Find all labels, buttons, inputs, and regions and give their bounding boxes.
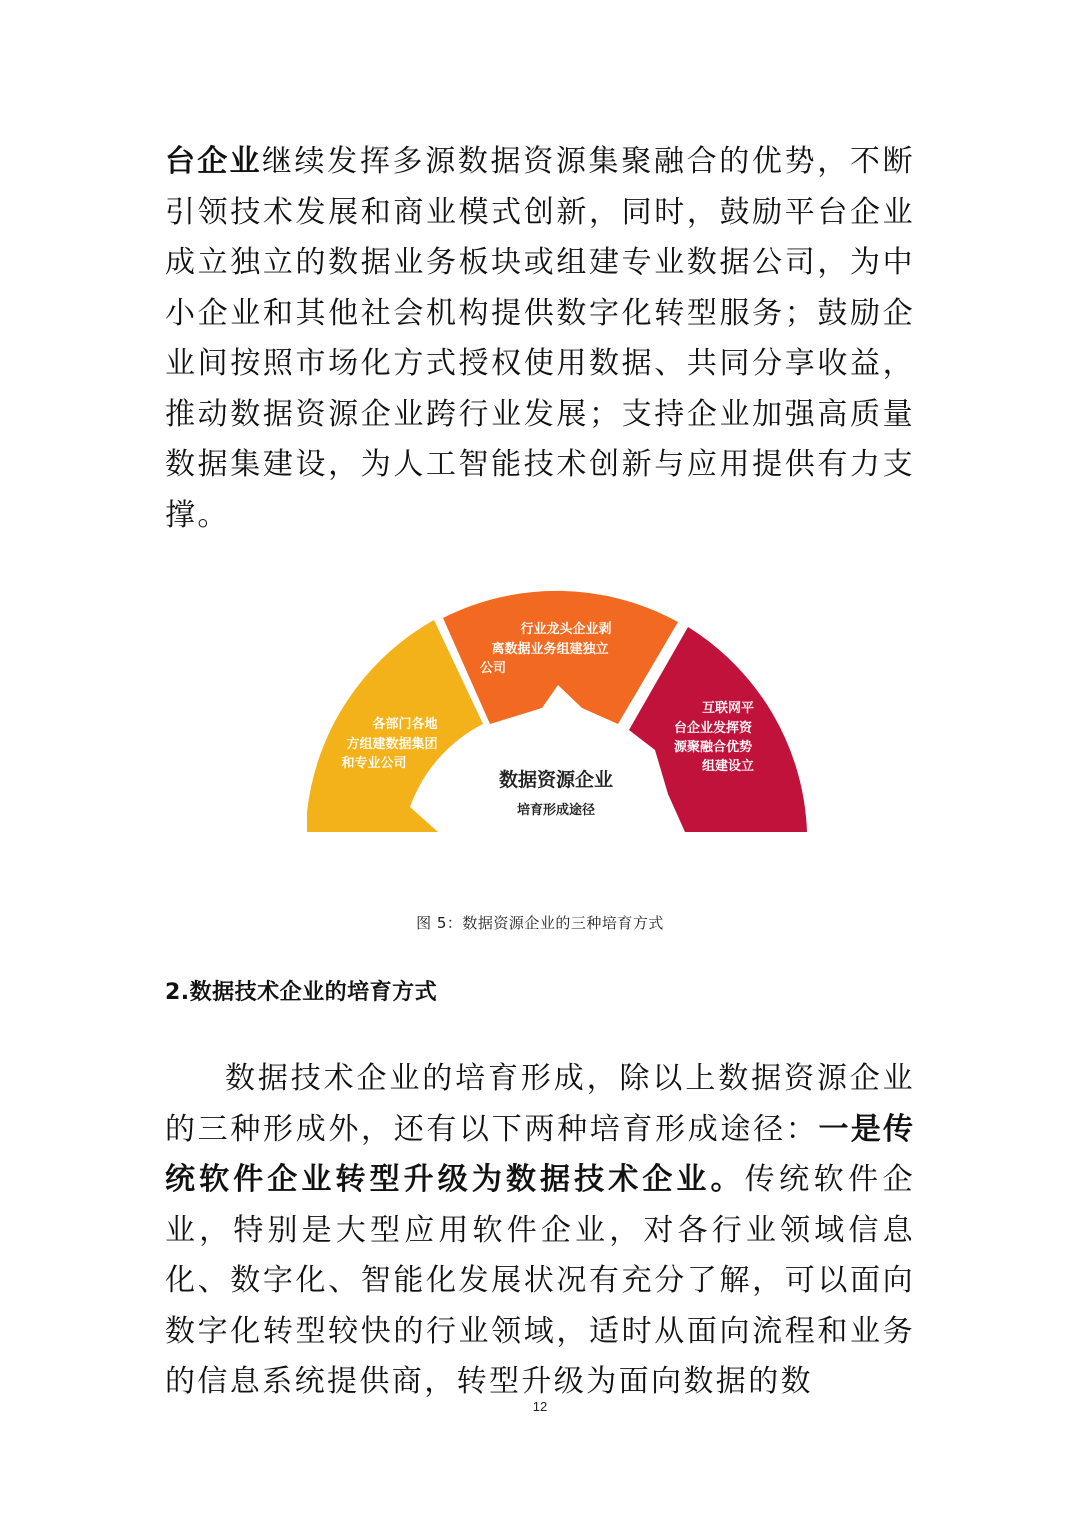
paragraph-text-a: 数据技术企业的培育形成，除以上数据资源企业的三种形成外，还有以下两种培育形成途径： [165, 1061, 915, 1147]
diagram-center-subtitle: 培育形成途径 [516, 803, 596, 818]
middle-label-line-2: 离数据业务组建独立 [491, 642, 609, 657]
paragraph-bold-phrase: 一是传统软件企业转型升级为数据技术企业。 [165, 1111, 916, 1197]
section-heading: 2.数据技术企业的培育方式 [165, 980, 438, 1005]
page-number: 12 [532, 1399, 548, 1414]
left-label-line-3: 和专业公司 [341, 756, 407, 771]
left-label-line-1: 各部门各地 [372, 717, 438, 732]
right-label-line-4: 组建设立 [701, 759, 755, 774]
body-paragraph-2 [165, 1054, 915, 1408]
middle-label-line-3: 公司 [480, 661, 507, 676]
paragraph-text-b: 传统软件企业，特别是大型应用软件企业，对各行业领域信息化、数字化、智能化发展状况有充分了解，可以面向数字化转型较快的行业领域，适时从面向流程和业务的信息系统提供商，转型升级为面向数据的数 [165, 1162, 916, 1399]
paragraph-lead-bold: 台企业 [165, 144, 262, 179]
middle-label-line-1: 行业龙头企业剥 [520, 622, 612, 637]
cultivation-paths-diagram [300, 590, 820, 840]
figure-caption: 图 5：数据资源企业的三种培育方式 [416, 914, 664, 932]
right-label-line-2: 台企业发挥资 [673, 721, 753, 736]
segment-industry-leaders [443, 591, 678, 724]
body-paragraph-1 [165, 137, 915, 541]
diagram-center-title: 数据资源企业 [498, 769, 614, 791]
left-label-line-2: 方组建数据集团 [346, 737, 438, 752]
right-label-line-1: 互联网平 [701, 701, 755, 716]
right-label-line-3: 源聚融合优势 [673, 740, 753, 755]
paragraph-text: 继续发挥多源数据资源集聚融合的优势，不断引领技术发展和商业模式创新，同时，鼓励平台企业成立独立的数据业务板块或组建专业数据公司，为中小企业和其他社会机构提供数字化转型服务；鼓励企业间按照市场化方式授权使用数据、共同分享收益，推动数据资源企业跨行业发展；支持企业加强高质量数据集建设，为人工智能技术创新与应用提供有力支撑。 [165, 144, 916, 533]
